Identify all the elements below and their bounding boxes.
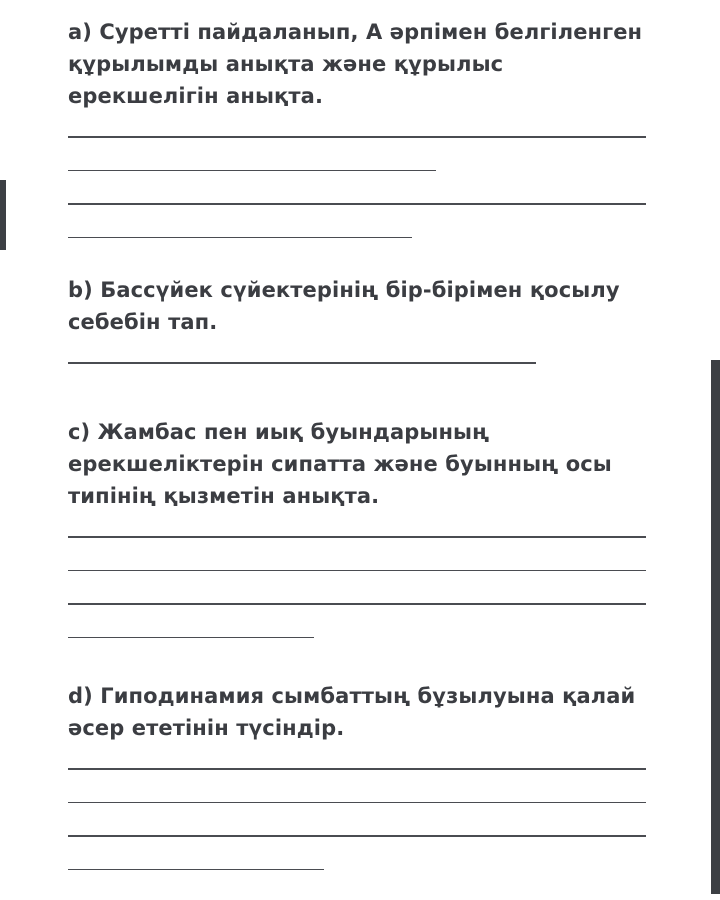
question-a-text: a) Суретті пайдаланып, А әрпімен белгіленген құрылымды анықта және құрылыс ерекшелігін анықта. — [68, 20, 643, 108]
question-d — [68, 680, 648, 900]
answer-line[interactable] — [68, 570, 646, 572]
question-c — [68, 416, 648, 668]
right-edge-shadow — [711, 360, 720, 894]
answer-line[interactable] — [68, 237, 412, 239]
answer-line[interactable] — [68, 637, 314, 639]
answer-line[interactable] — [68, 869, 324, 871]
answer-line[interactable] — [68, 170, 436, 172]
answer-lines-d — [68, 744, 648, 900]
answer-line[interactable] — [68, 136, 646, 138]
left-edge-shadow — [0, 180, 6, 250]
answer-line[interactable] — [68, 768, 646, 770]
answer-line[interactable] — [68, 536, 646, 538]
question-a — [68, 16, 648, 268]
worksheet — [68, 16, 648, 900]
answer-line[interactable] — [68, 203, 646, 205]
question-c-text: c) Жамбас пен иық буындарының ерекшеліктерін сипатта және буынның осы типінің қызметін анықта. — [68, 420, 612, 508]
question-d-text: d) Гиподинамия сымбаттың бұзылуына қалай әсер ететінін түсіндір. — [68, 684, 636, 740]
answer-line[interactable] — [68, 835, 646, 837]
answer-line[interactable] — [68, 802, 646, 804]
question-b-text: b) Бассүйек сүйектерінің бір-бірімен қосылу себебін тап. — [68, 278, 620, 334]
answer-lines-b — [68, 338, 648, 408]
answer-lines-c — [68, 512, 648, 668]
answer-line[interactable] — [68, 362, 536, 364]
answer-line[interactable] — [68, 603, 646, 605]
answer-lines-a — [68, 112, 648, 268]
question-b — [68, 274, 648, 408]
